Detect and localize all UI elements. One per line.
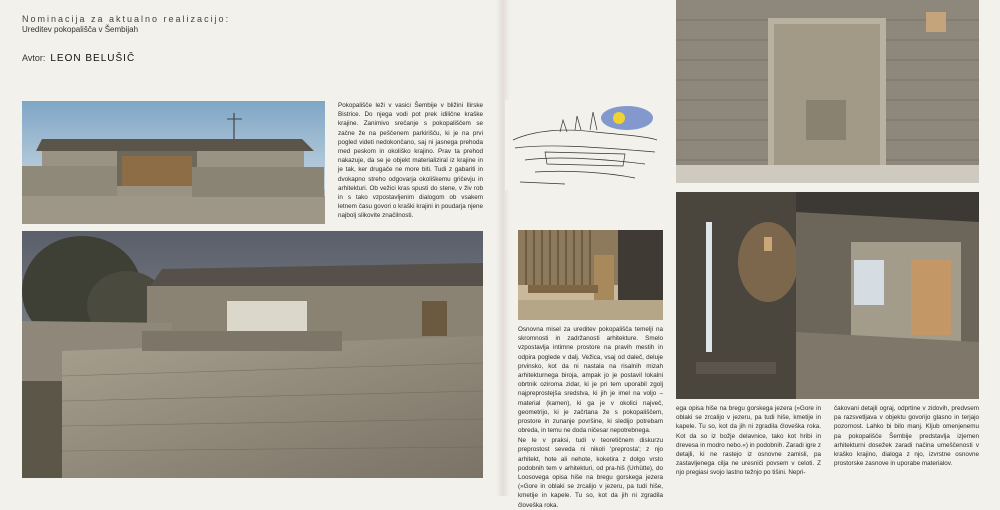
photo-stone-corridor xyxy=(676,0,979,183)
author-line xyxy=(22,53,135,64)
article-column-3 xyxy=(676,404,821,478)
photo-exterior-wide xyxy=(22,101,325,224)
nomination-kicker: Nominacija za aktualno realizacijo: xyxy=(22,14,231,24)
photo-stone-walls-dusk xyxy=(22,231,483,478)
article-column-4 xyxy=(834,404,979,468)
page-spine xyxy=(496,0,510,496)
project-title: Ureditev pokopališča v Šembijah xyxy=(22,25,139,34)
author-name: LEON BELUŠIČ xyxy=(50,53,136,64)
paragraph-conclusion: čakovani detajli ograj, odprtine v zidovih, predvsem pa razsvetljava v objektu govorijo glasno in terjajo pozornost. Lahko bi bilo manj. Kljub omenjenemu pa pokopališče Šembije predstavlja izjemen arhitekturni dosežek zaradi načina umeščenosti v kraško krajino, dialoga z njo, izvrstne osnovne prostorske zasnove in uporabe materialov. xyxy=(834,405,979,468)
paragraph-intro: Pokopališče leži v vasici Šembije v bližini Ilirske Bistrice. Do njega vodi pot prek idilične kraške krajine. Zanimivo srečanje s pokopališčem se začne že na peščenem parkirišču, ki je na prvi pogled videti nedokončano, saj ni jasnega prehoda med peskom in okoliško krajino. Prav ta prehod nakazuje, da se je objekt materializiral iz krajine in je tak, ker drugače ne more biti. Tudi z gabariti in dvokapno streho odgovarja okoliškemu gričevju in arhitekturi. Ob vežici kras spusti do stene, v živ rob in s tako vzpostavljenim dialogom ob vsakem letnem času govori o kraški krajini in poudarja njene najbolj slikovite značilnosti. xyxy=(338,102,483,220)
paragraph-concept: Osnovna misel za ureditev pokopališča temelji na skromnosti in zadržanosti arhitekture. Smelo vzpostavlja intimne prostore na pravih mestih in odpira poglede v dalj. Vežica, vsaj od daleč, deluje prvinsko, kot da ni nastala na risalnih mizah arhitekturnega biroja, ampak jo je postavil lokalni obrtnik oziroma zidar, ki je pri tem uporabil zgolj najpreprostejša sredstva, ki jih je imel na voljo – material (kamen), ki ga je v okolici največ, geometrijo, ki je začrtana že s pokopališčem, prostore in zunanje površine, ki sledijo potrebam obreda, in temu ne doda ničesar nepotrebnega. xyxy=(518,326,663,435)
photo-chapel-interior xyxy=(676,192,979,399)
article-column-2 xyxy=(518,325,663,510)
author-label: Avtor: xyxy=(22,53,46,63)
article-column-1 xyxy=(338,101,483,220)
photo-wood-bench xyxy=(518,230,663,320)
paragraph-loos: ega opisa hiše na bregu gorskega jezera (»Gore in oblaki se zrcalijo v jezeru, pa tudi hiše, kmetije in kapele. Tu so, kot da jih ni zgradila človeška roka. Kot da so iz božje delavnice, tako kot hribi in drevesa in modro nebo.«) in podobnih. Zaradi igre z detajli, ki ne rastejo iz osnovne zamisli, pa zastavljenega cilja ne uresniči povsem v celoti. Z njo pregiasi svojo lastno težnjo po tišini. Nepri- xyxy=(676,405,821,477)
paragraph-simplicity: Ne le v praksi, tudi v teoretičnem diskurzu preprostost seveda ni nikoli 'preprosta'; z njo arhitekt, hote ali nehote, koketira z dolgo vrsto podobnih tem v arhitekturi, od pra-hiš (Urhütte), do Loosovega opisa hiše na bregu gorskega jezera (»Gore in oblaki se zrcalijo v jezeru, pa tudi hiše, kmetije in kapele. Tu so, kot da jih ni zgradila človeška roka. xyxy=(518,437,663,509)
architect-sketch xyxy=(505,100,663,190)
